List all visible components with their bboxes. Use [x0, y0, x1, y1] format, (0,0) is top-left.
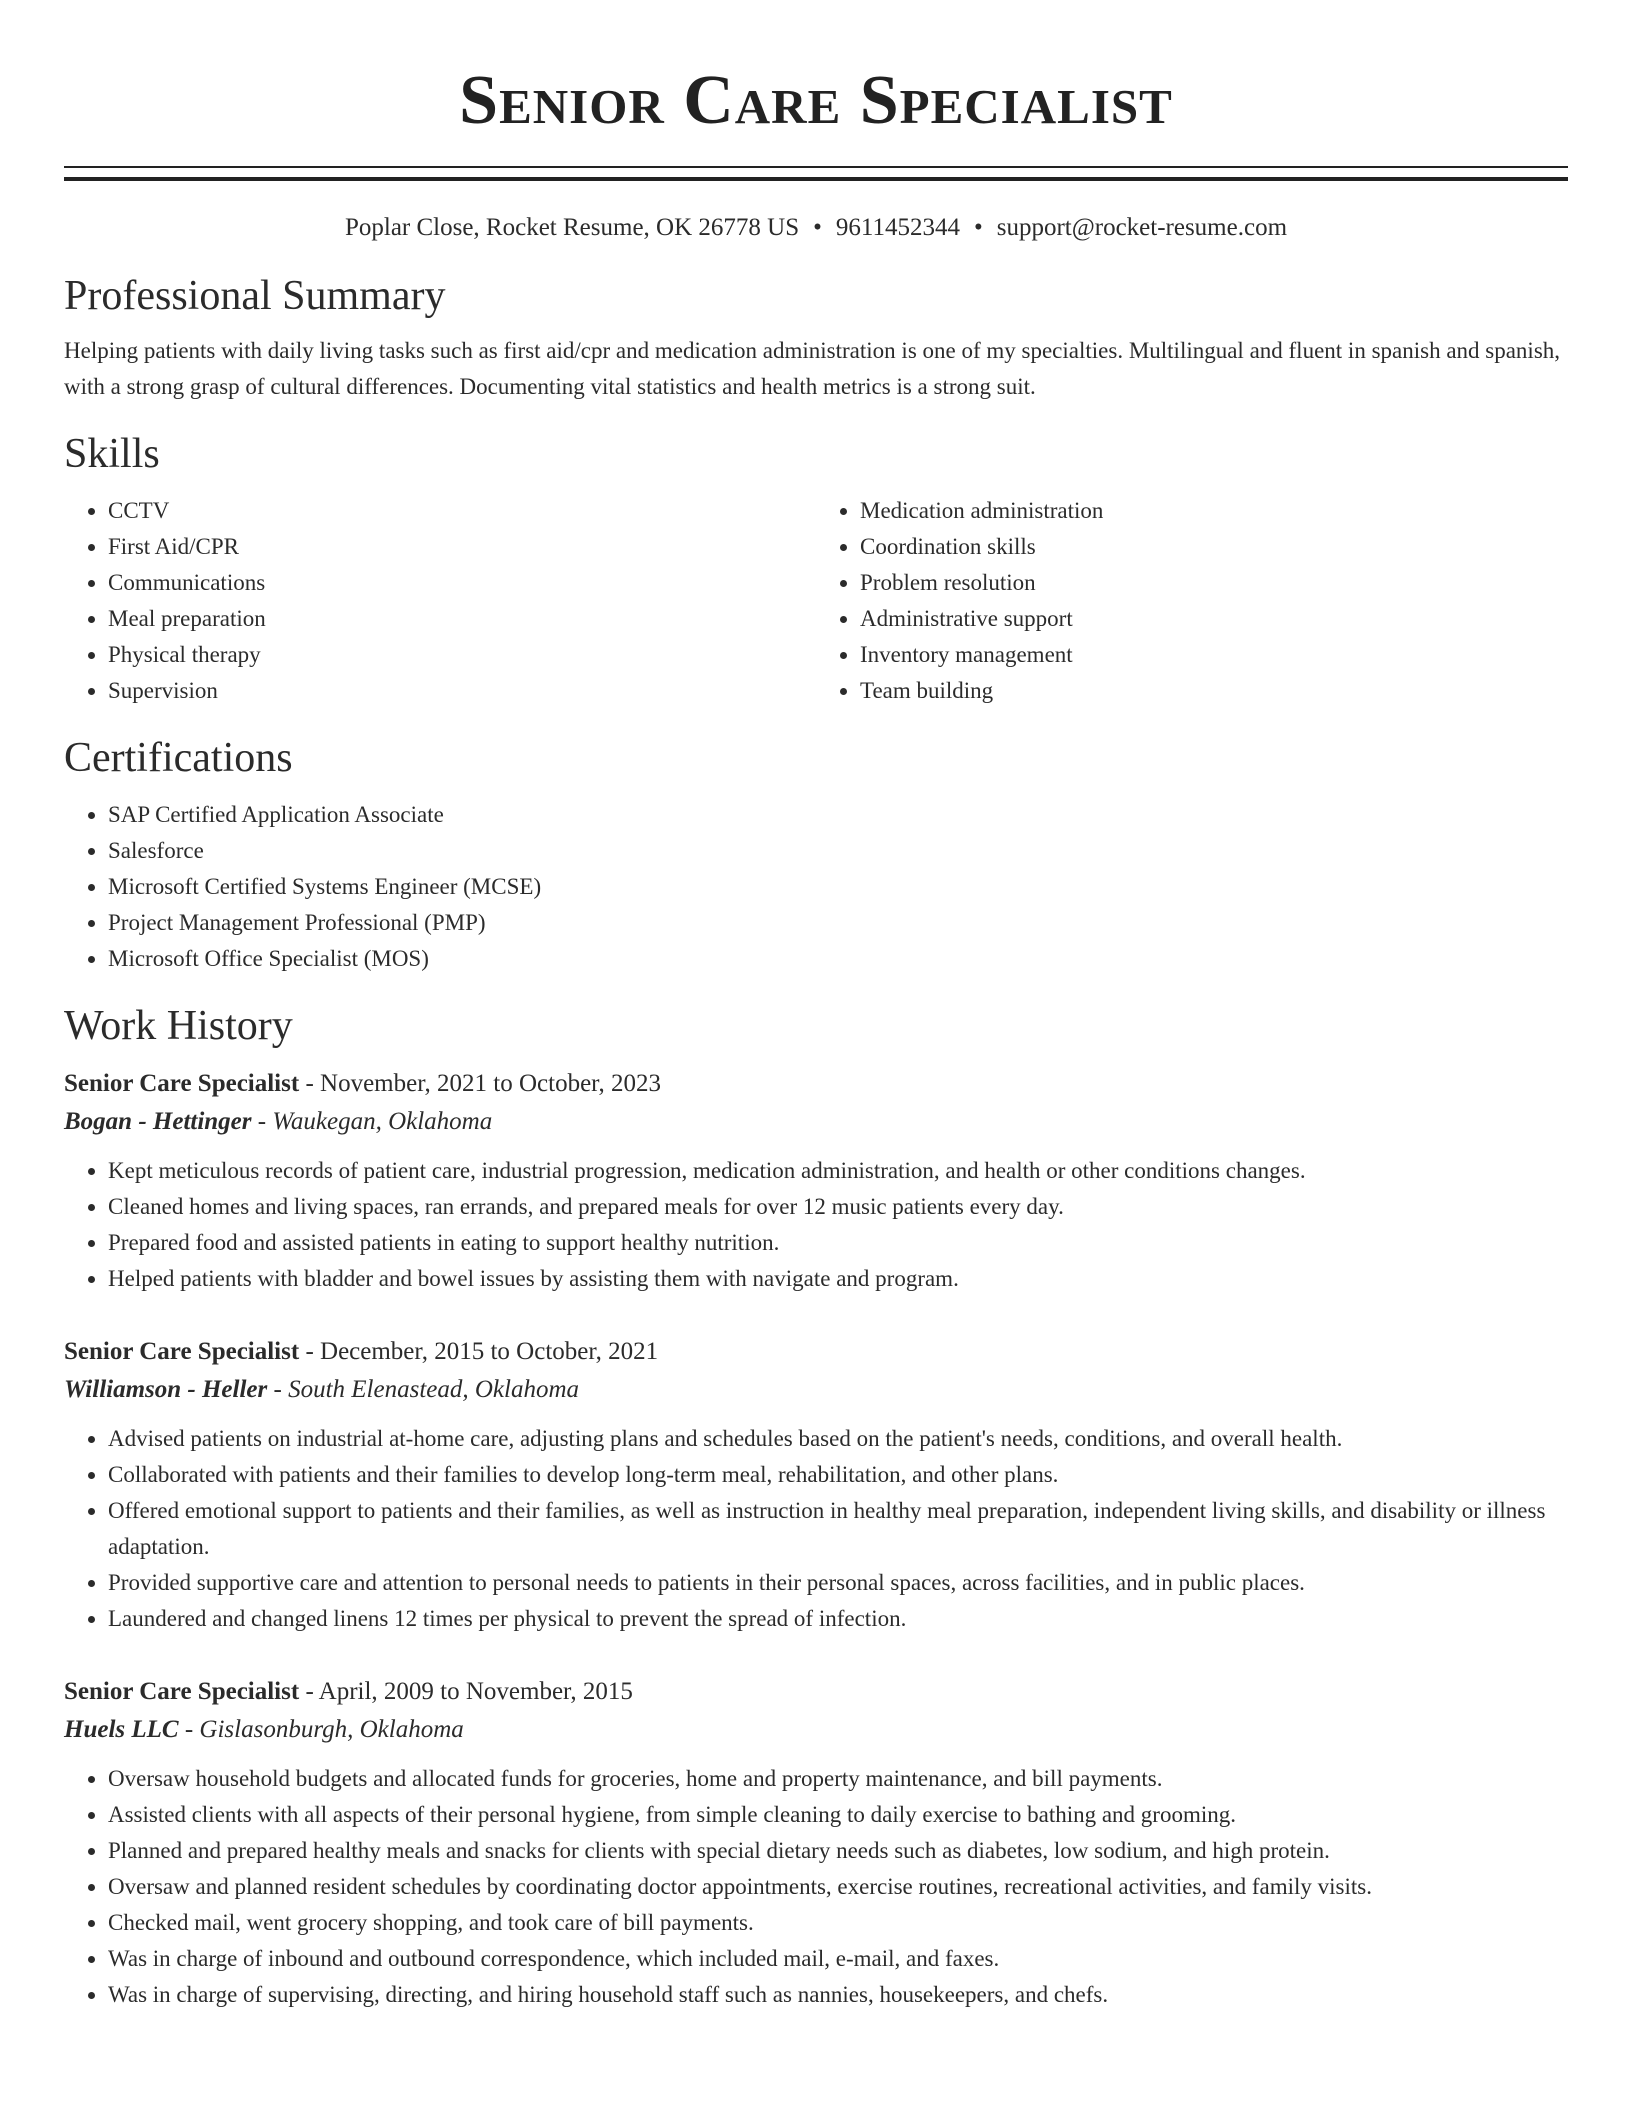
job-bullet: • Assisted clients with all aspects of their personal hygiene, from simple cleaning to daily exercise to bathing and grooming. — [108, 1797, 1568, 1833]
skill-item: • Administrative support — [860, 601, 1568, 637]
skill-item: • Coordination skills — [860, 529, 1568, 565]
job-dates: December, 2015 to October, 2021 — [320, 1338, 659, 1365]
certification-item: • SAP Certified Application Associate — [108, 797, 1568, 833]
summary-text: Helping patients with daily living tasks such as first aid/cpr and medication administration is one of my specialties. Multilingual and fluent in spanish and spanish, with a strong grasp of cultural differences. Documenting vital statistics and health metrics is a strong suit. — [64, 338, 1561, 399]
job-bullet: • Cleaned homes and living spaces, ran errands, and prepared meals for over 12 music patients every day. — [108, 1189, 1568, 1225]
work-history-heading: Work History — [64, 1003, 293, 1049]
job-bullet: • Provided supportive care and attention to personal needs to patients in their personal spaces, across facilities, and in public places. — [108, 1565, 1568, 1601]
job-bullet: • Collaborated with patients and their families to develop long-term meal, rehabilitation, and other plans. — [108, 1457, 1568, 1493]
job-title-line: Senior Care Specialist - December, 2015 to October, 2021 — [64, 1338, 659, 1365]
skill-item: • Physical therapy — [108, 637, 816, 673]
contact-separator: • — [973, 214, 983, 241]
job-company: Huels LLC — [64, 1716, 179, 1743]
job-title: Senior Care Specialist — [64, 1070, 300, 1097]
job-title-line: Senior Care Specialist - April, 2009 to November, 2015 — [64, 1678, 633, 1705]
job-bullet: • Oversaw household budgets and allocated funds for groceries, home and property maintenance, and bill payments. — [108, 1761, 1568, 1797]
contact-phone: 9611452344 — [835, 214, 960, 241]
skill-item: • Inventory management — [860, 637, 1568, 673]
contact-separator: • — [813, 214, 822, 241]
job-title-line: Senior Care Specialist - November, 2021 to October, 2023 — [64, 1070, 661, 1097]
summary-section — [64, 271, 1568, 405]
resume-name: Senior Care Specialist — [459, 62, 1173, 139]
skill-item: • Problem resolution — [860, 565, 1568, 601]
job-company-line: Huels LLC - Gislasonburgh, Oklahoma — [64, 1716, 464, 1743]
skills-list-left — [64, 493, 816, 709]
contact-email: support@rocket-resume.com — [996, 214, 1288, 241]
job-bullet: • Laundered and changed linens 12 times per physical to prevent the spread of infection. — [108, 1601, 1568, 1637]
job-entry — [64, 1673, 1568, 2013]
certification-item: • Project Management Professional (PMP) — [108, 905, 1568, 941]
job-bullets — [64, 1421, 1568, 1637]
job-bullet: • Kept meticulous records of patient care, industrial progression, medication administration, and health or other conditions changes. — [108, 1153, 1568, 1189]
job-bullet: • Prepared food and assisted patients in eating to support healthy nutrition. — [108, 1225, 1568, 1261]
job-bullets — [64, 1761, 1568, 2013]
job-entry — [64, 1065, 1568, 1297]
job-title: Senior Care Specialist — [64, 1338, 300, 1365]
skills-section — [64, 429, 1568, 709]
summary-heading: Professional Summary — [64, 273, 446, 319]
job-company-line: Bogan - Hettinger - Waukegan, Oklahoma — [64, 1108, 493, 1135]
skill-item: • Meal preparation — [108, 601, 816, 637]
job-bullet: • Planned and prepared healthy meals and snacks for clients with special dietary needs such as diabetes, low sodium, and high protein. — [108, 1833, 1568, 1869]
header-divider — [64, 166, 1568, 181]
certification-item: • Microsoft Certified Systems Engineer (MCSE) — [108, 869, 1568, 905]
certification-item: • Salesforce — [108, 833, 1568, 869]
job-bullet: • Was in charge of inbound and outbound correspondence, which included mail, e-mail, and faxes. — [108, 1941, 1568, 1977]
job-company: Bogan - Hettinger — [64, 1108, 252, 1135]
contact-line — [64, 211, 1568, 245]
certification-item: • Microsoft Office Specialist (MOS) — [108, 941, 1568, 977]
skills-columns — [64, 493, 1568, 709]
skill-item: • CCTV — [108, 493, 816, 529]
job-bullet: • Checked mail, went grocery shopping, and took care of bill payments. — [108, 1905, 1568, 1941]
skill-item: • First Aid/CPR — [108, 529, 816, 565]
contact-address: Poplar Close, Rocket Resume, OK 26778 US — [344, 214, 800, 241]
job-company: Williamson - Heller — [64, 1376, 268, 1403]
skill-item: • Medication administration — [860, 493, 1568, 529]
job-bullet: • Offered emotional support to patients and their families, as well as instruction in healthy meal preparation, independent living skills, and disability or illness adaptation. — [108, 1493, 1568, 1565]
job-dates: November, 2021 to October, 2023 — [320, 1070, 661, 1097]
skills-heading: Skills — [64, 431, 160, 477]
job-location: Gislasonburgh, Oklahoma — [199, 1716, 464, 1743]
skill-item: • Supervision — [108, 673, 816, 709]
job-title: Senior Care Specialist — [64, 1678, 300, 1705]
work-history-section — [64, 1001, 1568, 2013]
skill-item: • Team building — [860, 673, 1568, 709]
job-dates: April, 2009 to November, 2015 — [318, 1678, 633, 1705]
certifications-list — [64, 797, 1568, 977]
job-bullets — [64, 1153, 1568, 1297]
certifications-heading: Certifications — [64, 735, 293, 781]
certifications-section — [64, 733, 1568, 977]
job-bullet: • Oversaw and planned resident schedules by coordinating doctor appointments, exercise routines, recreational activities, and family visits. — [108, 1869, 1568, 1905]
job-bullet: • Advised patients on industrial at-home care, adjusting plans and schedules based on the patient's needs, conditions, and overall health. — [108, 1421, 1568, 1457]
skills-list-right — [816, 493, 1568, 709]
job-bullet: • Was in charge of supervising, directing, and hiring household staff such as nannies, housekeepers, and chefs. — [108, 1977, 1568, 2013]
job-entry — [64, 1333, 1568, 1637]
skill-item: • Communications — [108, 565, 816, 601]
job-bullet: • Helped patients with bladder and bowel issues by assisting them with navigate and program. — [108, 1261, 1568, 1297]
job-company-line: Williamson - Heller - South Elenastead, Oklahoma — [64, 1376, 580, 1403]
job-location: Waukegan, Oklahoma — [272, 1108, 493, 1135]
job-location: South Elenastead, Oklahoma — [288, 1376, 580, 1403]
